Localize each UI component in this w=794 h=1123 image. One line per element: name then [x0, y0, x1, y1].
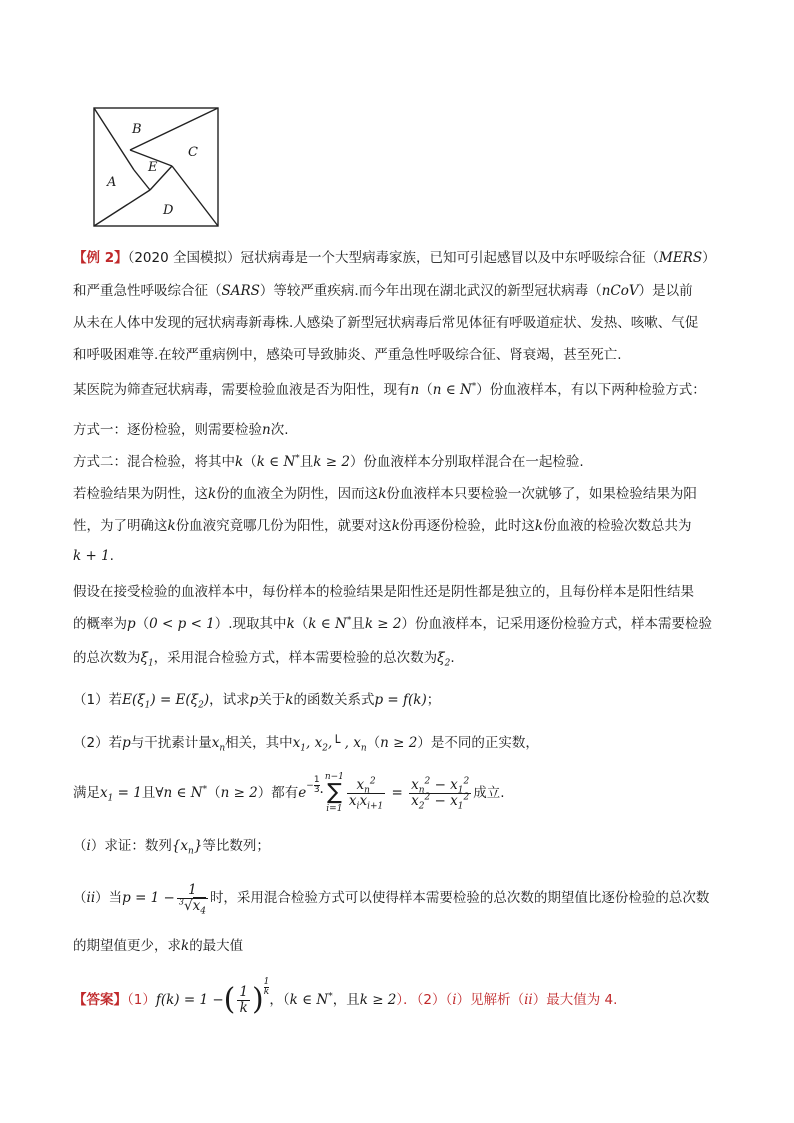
summation: n−1 ∑ i=1	[324, 772, 344, 814]
question-2-condition: 满足$x_1 = 1$且∀n ∈ N*（n ≥ 2）都有e− $\frac{1}{3}$ · n−1 ∑ i=1 $\frac{x_n^2}{x_ix_{i+1}}$ = $\frac{x_n^2 - x_1^2}{x_2^2 - x_1^2}$ 成立.	[73, 772, 505, 814]
figure-label-b: B	[132, 122, 142, 137]
question-2-i: （i）求证：数列$\{x_n\}$等比数列；	[73, 838, 270, 857]
example-line-4: 和呼吸困难等.在较严重病例中，感染可导致肺炎、严重急性呼吸综合征、肾衰竭，甚至死亡.	[73, 347, 622, 363]
result-line-2: 性，为了明确这k份血液究竟哪几份为阳性，就要对这k份再逐份检验，此时这k份血液的检验次数总共为	[73, 518, 692, 534]
figure-label-a: A	[107, 175, 117, 190]
answer-tag: 【答案】	[73, 992, 127, 1008]
result-line-1: 若检验结果为阴性，这k份的血液全为阴性，因而这k份血液样本只要检验一次就够了，如果检验结果为阳	[73, 486, 697, 502]
method-two-line: 方式二：混合检验，将其中k（k ∈ N*且k ≥ 2）份血液样本分别取样混合在一起检验.	[73, 453, 584, 470]
assume-line-3: 的总次数为$\xi_1$，采用混合检验方式，样本需要检验的总次数为$\xi_2$.	[73, 650, 455, 669]
question-2-ii-cont: 的期望值更少，求k的最大值	[73, 938, 244, 954]
example-line-3: 从未在人体中发现的冠状病毒新毒株.人感染了新型冠状病毒后常见体征有呼吸道症状、发热、咳嗽、气促	[73, 315, 699, 331]
root-fraction: $\frac{1}{^3√x_4}$	[178, 881, 206, 917]
figure-label-e: E	[148, 160, 158, 175]
answer-line: 【答案】（1）f(k) = 1 −( $\frac{1}{k}$ ) $\frac{1}{k}$ ，（k ∈ N*，且k ≥ 2）．（2）（i）见解析（ii）最大值为 4.	[73, 977, 618, 1017]
example-tag: 【例 2】	[73, 250, 128, 266]
rhs-fraction: $\frac{x_n^2 - x_1^2}{x_2^2 - x_1^2}$	[411, 776, 470, 812]
answer-power: ( $\frac{1}{k}$ ) $\frac{1}{k}$	[223, 977, 270, 1017]
exponent: − $\frac{1}{3}$	[306, 775, 320, 795]
sum-fraction: $\frac{x_n^2}{x_ix_{i+1}}$	[348, 776, 384, 812]
result-line-3: k + 1.	[73, 548, 114, 564]
assume-line-1: 假设在接受检验的血液样本中，每份样本的检验结果是阳性还是阴性都是独立的，且每份样本是阳性结果	[73, 584, 694, 600]
figure-label-c: C	[188, 145, 198, 160]
example-line-2: 和严重急性呼吸综合征（SARS）等较严重疾病.而今年出现在湖北武汉的新型冠状病毒（nCoV）是以前	[73, 283, 693, 299]
example-line-1: 【例 2】（2020 全国模拟）冠状病毒是一个大型病毒家族，已知可引起感冒以及中东呼吸综合征（MERS）	[73, 250, 716, 266]
figure-label-d: D	[163, 203, 174, 218]
method-one-line: 方式一：逐份检验，则需要检验n次.	[73, 422, 289, 438]
hospital-line: 某医院为筛查冠状病毒，需要检验血液是否为阳性，现有n（n ∈ N*）份血液样本，有以下两种检验方式：	[73, 381, 706, 398]
question-2: （2）若p与干扰素计量$x_n$相关，其中$x_1$, $x_2,└$ , $x_n(n \ge 2)$是不同的正实数，	[73, 735, 539, 754]
assume-line-2: 的概率为p（0 < p < 1）.现取其中k（k ∈ N*且k ≥ 2）份血液样本，记采用逐份检验方式，样本需要检验	[73, 615, 712, 632]
question-1: （1）若$E(\xi_1) = E(\xi_2)$，试求p关于k的函数关系式p = f(k)；	[73, 692, 441, 711]
question-2-ii: （ii）当p = 1 − $\frac{1}{^3√x_4}$ 时，采用混合检验方式可以使得样本需要检验的总次数的期望值比逐份检验的总次数	[73, 881, 710, 917]
